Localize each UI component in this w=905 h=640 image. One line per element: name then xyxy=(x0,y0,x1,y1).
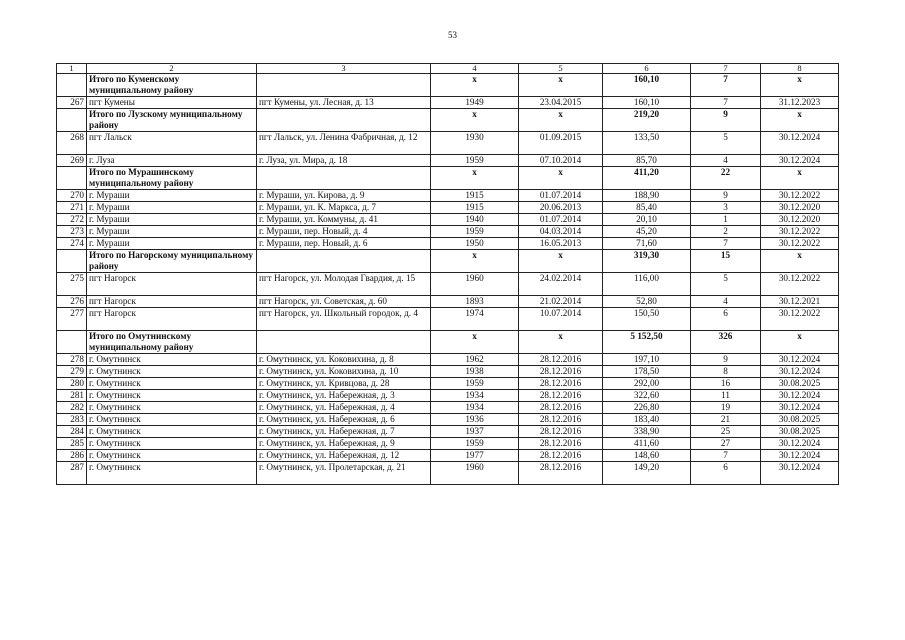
recognition-date: 23.04.2015 xyxy=(519,97,603,109)
table-row xyxy=(57,378,839,390)
district-total-label: Итого по Лузскому муниципальному району xyxy=(87,109,257,132)
resettlement-deadline: 30.12.2024 xyxy=(761,354,839,366)
settlement-name: г. Луза xyxy=(87,155,257,167)
column-header: 5 xyxy=(519,64,603,74)
district-total-label: Итого по Омутнинскому муниципальному району xyxy=(87,331,257,354)
row-number-cell xyxy=(57,250,87,273)
house-address: г. Омутнинск, ул. Набережная, д. 3 xyxy=(257,390,431,402)
residents-count: 7 xyxy=(691,450,761,462)
date-cell: х xyxy=(519,167,603,190)
row-number-cell xyxy=(57,167,87,190)
settlement-name: г. Омутнинск xyxy=(87,450,257,462)
living-area: 71,60 xyxy=(603,238,691,250)
row-number: 280 xyxy=(57,378,87,390)
construction-year: 1959 xyxy=(431,378,519,390)
living-area: 292,00 xyxy=(603,378,691,390)
column-header: 3 xyxy=(257,64,431,74)
residents-count: 5 xyxy=(691,132,761,155)
resettlement-deadline: 30.12.2022 xyxy=(761,308,839,331)
deadline-cell: х xyxy=(761,109,839,132)
living-area: 85,40 xyxy=(603,202,691,214)
column-header: 6 xyxy=(603,64,691,74)
resettlement-deadline: 30.12.2024 xyxy=(761,402,839,414)
year-cell: х xyxy=(431,167,519,190)
living-area: 52,80 xyxy=(603,296,691,308)
page-number: 53 xyxy=(448,30,457,40)
table-row xyxy=(57,296,839,308)
living-area: 338,90 xyxy=(603,426,691,438)
living-area: 226,80 xyxy=(603,402,691,414)
row-number: 287 xyxy=(57,462,87,485)
living-area: 133,50 xyxy=(603,132,691,155)
settlement-name: г. Мураши xyxy=(87,190,257,202)
construction-year: 1959 xyxy=(431,226,519,238)
construction-year: 1977 xyxy=(431,450,519,462)
column-header: 7 xyxy=(691,64,761,74)
residents-count: 7 xyxy=(691,238,761,250)
house-address: г. Омутнинск, ул. Набережная, д. 4 xyxy=(257,402,431,414)
construction-year: 1960 xyxy=(431,462,519,485)
resettlement-deadline: 30.12.2022 xyxy=(761,273,839,296)
house-address: г. Омутнинск, ул. Коковихина, д. 10 xyxy=(257,366,431,378)
recognition-date: 28.12.2016 xyxy=(519,462,603,485)
column-header: 1 xyxy=(57,64,87,74)
row-number: 285 xyxy=(57,438,87,450)
district-total-row xyxy=(57,250,839,273)
district-total-row xyxy=(57,167,839,190)
count-total: 22 xyxy=(691,167,761,190)
resettlement-deadline: 30.12.2024 xyxy=(761,462,839,485)
resettlement-deadline: 30.12.2024 xyxy=(761,390,839,402)
living-area: 150,50 xyxy=(603,308,691,331)
construction-year: 1915 xyxy=(431,190,519,202)
construction-year: 1950 xyxy=(431,238,519,250)
table-row xyxy=(57,438,839,450)
recognition-date: 28.12.2016 xyxy=(519,390,603,402)
recognition-date: 28.12.2016 xyxy=(519,402,603,414)
house-address: г. Омутнинск, ул. Набережная, д. 6 xyxy=(257,414,431,426)
row-number: 274 xyxy=(57,238,87,250)
construction-year: 1893 xyxy=(431,296,519,308)
resettlement-deadline: 30.12.2024 xyxy=(761,132,839,155)
row-number: 271 xyxy=(57,202,87,214)
house-address: пгт Нагорск, ул. Советская, д. 60 xyxy=(257,296,431,308)
house-address: г. Мураши, пер. Новый, д. 6 xyxy=(257,238,431,250)
recognition-date: 21.02.2014 xyxy=(519,296,603,308)
address-cell xyxy=(257,74,431,97)
row-number: 279 xyxy=(57,366,87,378)
table-row xyxy=(57,190,839,202)
residents-count: 1 xyxy=(691,214,761,226)
house-address: г. Омутнинск, ул. Кривцова, д. 28 xyxy=(257,378,431,390)
construction-year: 1959 xyxy=(431,155,519,167)
residents-count: 4 xyxy=(691,296,761,308)
row-number: 283 xyxy=(57,414,87,426)
construction-year: 1938 xyxy=(431,366,519,378)
area-total: 319,30 xyxy=(603,250,691,273)
settlement-name: г. Омутнинск xyxy=(87,426,257,438)
resettlement-deadline: 30.12.2024 xyxy=(761,366,839,378)
area-total: 160,10 xyxy=(603,74,691,97)
row-number: 286 xyxy=(57,450,87,462)
housing-register-table xyxy=(56,63,839,485)
count-total: 15 xyxy=(691,250,761,273)
resettlement-deadline: 30.08.2025 xyxy=(761,378,839,390)
construction-year: 1936 xyxy=(431,414,519,426)
settlement-name: пгт Нагорск xyxy=(87,296,257,308)
construction-year: 1940 xyxy=(431,214,519,226)
table-row xyxy=(57,132,839,155)
residents-count: 19 xyxy=(691,402,761,414)
living-area: 183,40 xyxy=(603,414,691,426)
resettlement-deadline: 30.08.2025 xyxy=(761,426,839,438)
row-number: 282 xyxy=(57,402,87,414)
table-row xyxy=(57,308,839,331)
residents-count: 2 xyxy=(691,226,761,238)
table-row xyxy=(57,155,839,167)
district-total-row xyxy=(57,331,839,354)
resettlement-deadline: 30.08.2025 xyxy=(761,414,839,426)
table-row xyxy=(57,450,839,462)
settlement-name: г. Мураши xyxy=(87,214,257,226)
table-row xyxy=(57,226,839,238)
recognition-date: 28.12.2016 xyxy=(519,366,603,378)
address-cell xyxy=(257,167,431,190)
settlement-name: г. Омутнинск xyxy=(87,366,257,378)
recognition-date: 24.02.2014 xyxy=(519,273,603,296)
settlement-name: г. Омутнинск xyxy=(87,414,257,426)
table-row xyxy=(57,390,839,402)
house-address: г. Омутнинск, ул. Набережная, д. 9 xyxy=(257,438,431,450)
area-total: 219,20 xyxy=(603,109,691,132)
construction-year: 1934 xyxy=(431,390,519,402)
row-number: 268 xyxy=(57,132,87,155)
house-address: г. Омутнинск, ул. Пролетарская, д. 21 xyxy=(257,462,431,485)
row-number: 278 xyxy=(57,354,87,366)
construction-year: 1937 xyxy=(431,426,519,438)
residents-count: 9 xyxy=(691,354,761,366)
resettlement-deadline: 30.12.2021 xyxy=(761,296,839,308)
living-area: 178,50 xyxy=(603,366,691,378)
table-row xyxy=(57,402,839,414)
table-row xyxy=(57,426,839,438)
recognition-date: 28.12.2016 xyxy=(519,438,603,450)
recognition-date: 01.07.2014 xyxy=(519,214,603,226)
column-header: 8 xyxy=(761,64,839,74)
resettlement-deadline: 31.12.2023 xyxy=(761,97,839,109)
construction-year: 1949 xyxy=(431,97,519,109)
resettlement-deadline: 30.12.2022 xyxy=(761,238,839,250)
residents-count: 9 xyxy=(691,190,761,202)
recognition-date: 10.07.2014 xyxy=(519,308,603,331)
count-total: 7 xyxy=(691,74,761,97)
settlement-name: пгт Нагорск xyxy=(87,308,257,331)
settlement-name: г. Омутнинск xyxy=(87,390,257,402)
area-total: 411,20 xyxy=(603,167,691,190)
house-address: г. Омутнинск, ул. Набережная, д. 12 xyxy=(257,450,431,462)
residents-count: 4 xyxy=(691,155,761,167)
row-number-cell xyxy=(57,109,87,132)
residents-count: 6 xyxy=(691,308,761,331)
living-area: 411,60 xyxy=(603,438,691,450)
house-address: пгт Нагорск, ул. Школьный городок, д. 4 xyxy=(257,308,431,331)
recognition-date: 28.12.2016 xyxy=(519,450,603,462)
resettlement-deadline: 30.12.2024 xyxy=(761,450,839,462)
deadline-cell: х xyxy=(761,331,839,354)
year-cell: х xyxy=(431,250,519,273)
residents-count: 21 xyxy=(691,414,761,426)
count-total: 326 xyxy=(691,331,761,354)
residents-count: 11 xyxy=(691,390,761,402)
settlement-name: пгт Лальск xyxy=(87,132,257,155)
construction-year: 1934 xyxy=(431,402,519,414)
construction-year: 1915 xyxy=(431,202,519,214)
recognition-date: 04.03.2014 xyxy=(519,226,603,238)
construction-year: 1962 xyxy=(431,354,519,366)
residents-count: 16 xyxy=(691,378,761,390)
resettlement-deadline: 30.12.2024 xyxy=(761,438,839,450)
table-row xyxy=(57,273,839,296)
living-area: 160,10 xyxy=(603,97,691,109)
recognition-date: 16.05.2013 xyxy=(519,238,603,250)
settlement-name: пгт Нагорск xyxy=(87,273,257,296)
district-total-label: Итого по Нагорскому муниципальному району xyxy=(87,250,257,273)
resettlement-deadline: 30.12.2022 xyxy=(761,226,839,238)
house-address: г. Мураши, пер. Новый, д. 4 xyxy=(257,226,431,238)
column-header: 2 xyxy=(87,64,257,74)
row-number: 270 xyxy=(57,190,87,202)
settlement-name: г. Мураши xyxy=(87,226,257,238)
house-address: г. Омутнинск, ул. Набережная, д. 7 xyxy=(257,426,431,438)
settlement-name: г. Омутнинск xyxy=(87,354,257,366)
row-number: 272 xyxy=(57,214,87,226)
row-number: 267 xyxy=(57,97,87,109)
living-area: 85,70 xyxy=(603,155,691,167)
settlement-name: г. Омутнинск xyxy=(87,402,257,414)
settlement-name: пгт Кумены xyxy=(87,97,257,109)
row-number: 275 xyxy=(57,273,87,296)
recognition-date: 01.07.2014 xyxy=(519,190,603,202)
resettlement-deadline: 30.12.2020 xyxy=(761,202,839,214)
residents-count: 5 xyxy=(691,273,761,296)
house-address: пгт Кумены, ул. Лесная, д. 13 xyxy=(257,97,431,109)
settlement-name: г. Мураши xyxy=(87,238,257,250)
table-row xyxy=(57,202,839,214)
construction-year: 1930 xyxy=(431,132,519,155)
living-area: 20,10 xyxy=(603,214,691,226)
recognition-date: 28.12.2016 xyxy=(519,378,603,390)
row-number: 276 xyxy=(57,296,87,308)
recognition-date: 28.12.2016 xyxy=(519,426,603,438)
row-number-cell xyxy=(57,74,87,97)
house-address: г. Омутнинск, ул. Коковихина, д. 8 xyxy=(257,354,431,366)
living-area: 116,00 xyxy=(603,273,691,296)
recognition-date: 28.12.2016 xyxy=(519,414,603,426)
house-address: пгт Лальск, ул. Ленина Фабричная, д. 12 xyxy=(257,132,431,155)
living-area: 188,90 xyxy=(603,190,691,202)
resettlement-deadline: 30.12.2020 xyxy=(761,214,839,226)
deadline-cell: х xyxy=(761,250,839,273)
house-address: пгт Нагорск, ул. Молодая Гвардия, д. 15 xyxy=(257,273,431,296)
table-row xyxy=(57,414,839,426)
recognition-date: 01.09.2015 xyxy=(519,132,603,155)
house-address: г. Мураши, ул. Кирова, д. 9 xyxy=(257,190,431,202)
residents-count: 3 xyxy=(691,202,761,214)
district-total-label: Итого по Куменскому муниципальному району xyxy=(87,74,257,97)
row-number: 284 xyxy=(57,426,87,438)
settlement-name: г. Омутнинск xyxy=(87,462,257,485)
date-cell: х xyxy=(519,331,603,354)
living-area: 149,20 xyxy=(603,462,691,485)
row-number: 273 xyxy=(57,226,87,238)
year-cell: х xyxy=(431,109,519,132)
address-cell xyxy=(257,250,431,273)
deadline-cell: х xyxy=(761,167,839,190)
row-number: 269 xyxy=(57,155,87,167)
year-cell: х xyxy=(431,331,519,354)
resettlement-deadline: 30.12.2022 xyxy=(761,190,839,202)
residents-count: 6 xyxy=(691,462,761,485)
area-total: 5 152,50 xyxy=(603,331,691,354)
construction-year: 1960 xyxy=(431,273,519,296)
residents-count: 7 xyxy=(691,97,761,109)
settlement-name: г. Омутнинск xyxy=(87,378,257,390)
table-row xyxy=(57,366,839,378)
date-cell: х xyxy=(519,74,603,97)
column-number-header xyxy=(57,64,839,74)
recognition-date: 20.06.2013 xyxy=(519,202,603,214)
district-total-row xyxy=(57,74,839,97)
house-address: г. Луза, ул. Мира, д. 18 xyxy=(257,155,431,167)
row-number: 277 xyxy=(57,308,87,331)
year-cell: х xyxy=(431,74,519,97)
settlement-name: г. Омутнинск xyxy=(87,438,257,450)
resettlement-deadline: 30.12.2024 xyxy=(761,155,839,167)
deadline-cell: х xyxy=(761,74,839,97)
living-area: 45,20 xyxy=(603,226,691,238)
house-address: г. Мураши, ул. Коммуны, д. 41 xyxy=(257,214,431,226)
residents-count: 8 xyxy=(691,366,761,378)
recognition-date: 07.10.2014 xyxy=(519,155,603,167)
table-row xyxy=(57,214,839,226)
row-number-cell xyxy=(57,331,87,354)
district-total-row xyxy=(57,109,839,132)
date-cell: х xyxy=(519,250,603,273)
recognition-date: 28.12.2016 xyxy=(519,354,603,366)
construction-year: 1959 xyxy=(431,438,519,450)
date-cell: х xyxy=(519,109,603,132)
residents-count: 25 xyxy=(691,426,761,438)
construction-year: 1974 xyxy=(431,308,519,331)
living-area: 197,10 xyxy=(603,354,691,366)
house-address: г. Мураши, ул. К. Маркса, д. 7 xyxy=(257,202,431,214)
settlement-name: г. Мураши xyxy=(87,202,257,214)
residents-count: 27 xyxy=(691,438,761,450)
district-total-label: Итого по Мурашинскому муниципальному району xyxy=(87,167,257,190)
count-total: 9 xyxy=(691,109,761,132)
table-row xyxy=(57,238,839,250)
address-cell xyxy=(257,331,431,354)
living-area: 148,60 xyxy=(603,450,691,462)
address-cell xyxy=(257,109,431,132)
table-row xyxy=(57,97,839,109)
row-number: 281 xyxy=(57,390,87,402)
column-header: 4 xyxy=(431,64,519,74)
table-row xyxy=(57,462,839,485)
living-area: 322,60 xyxy=(603,390,691,402)
table-row xyxy=(57,354,839,366)
